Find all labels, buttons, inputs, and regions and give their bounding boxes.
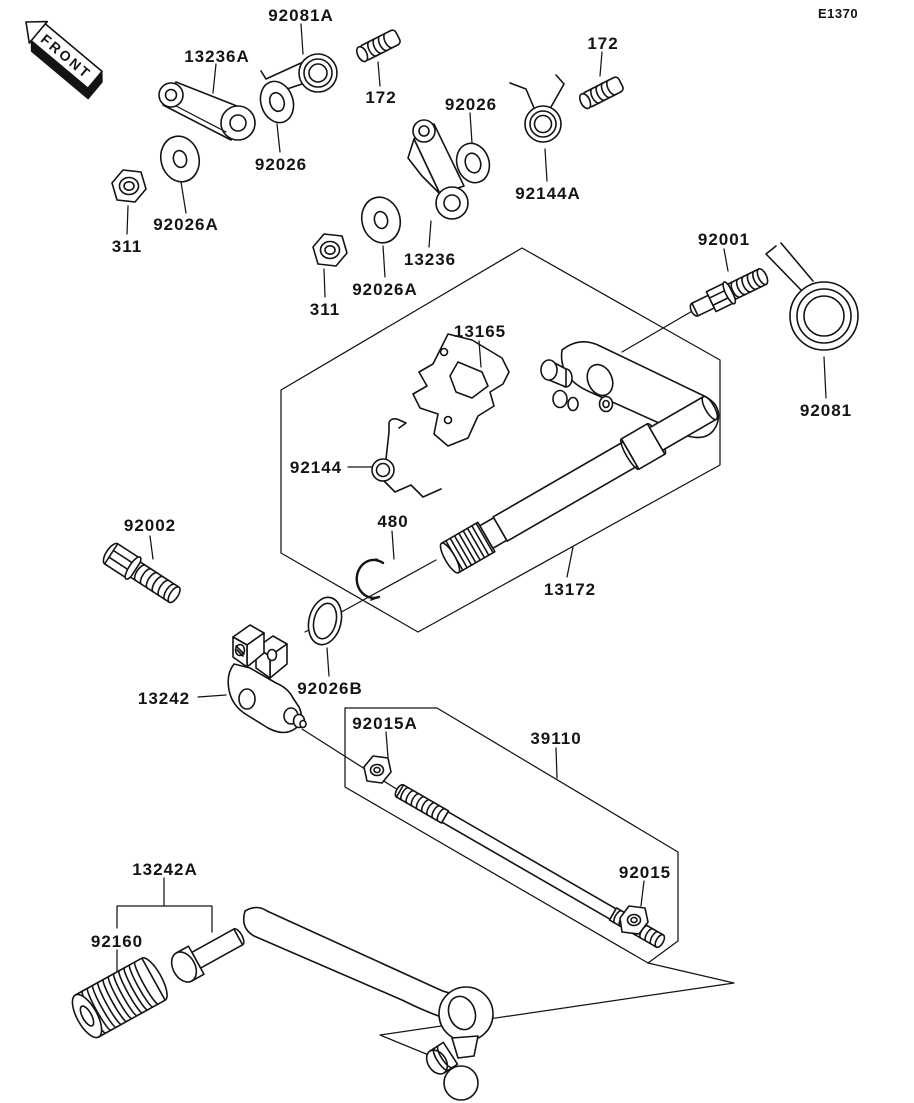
- label-13172: 13172: [543, 580, 597, 599]
- label-13165: 13165: [453, 322, 507, 341]
- label-92015: 92015: [618, 863, 672, 882]
- label-92002: 92002: [123, 516, 177, 535]
- part-92144-spring: [372, 419, 441, 497]
- part-13242-lever: [228, 625, 306, 733]
- part-13165-shift-plate: [413, 334, 509, 446]
- label-172-left: 172: [365, 88, 397, 107]
- part-92001-bolt: [686, 264, 771, 322]
- label-92144: 92144: [289, 458, 343, 477]
- label-13236a: 13236A: [184, 47, 250, 66]
- label-92026-left: 92026: [254, 155, 308, 174]
- part-92144a-spring: [510, 75, 564, 142]
- part-172-stud-left: [355, 29, 402, 63]
- label-13242: 13242: [137, 689, 191, 708]
- label-92081: 92081: [799, 401, 853, 420]
- label-92026a-center: 92026A: [352, 280, 418, 299]
- part-92026-washer-left: [255, 77, 298, 127]
- drawing-code: E1370: [817, 6, 859, 21]
- part-311-nut-left: [112, 170, 146, 202]
- part-13172-shift-shaft: [437, 422, 668, 576]
- label-92015a: 92015A: [352, 714, 418, 733]
- label-13236: 13236: [403, 250, 457, 269]
- label-92001: 92001: [697, 230, 751, 249]
- part-172-stud-right: [578, 76, 625, 110]
- label-172-right: 172: [587, 34, 619, 53]
- part-92015a-nut: [364, 756, 391, 783]
- assembly-outline-shift-rod: [345, 708, 734, 1058]
- part-13236a-link-arm: [159, 82, 255, 140]
- front-marker-text: FRONT: [37, 30, 95, 83]
- part-92081-spring: [766, 243, 858, 350]
- label-92026-center: 92026: [444, 95, 498, 114]
- part-480-circlip: [357, 559, 383, 600]
- label-480: 480: [377, 512, 409, 531]
- label-311-center: 311: [309, 300, 341, 319]
- label-311-left: 311: [111, 237, 143, 256]
- part-92002-bolt: [100, 540, 185, 608]
- part-311-nut-center: [313, 234, 347, 266]
- label-92026a-left: 92026A: [153, 215, 219, 234]
- label-13242a: 13242A: [132, 860, 198, 879]
- part-92026a-washer-center: [357, 193, 405, 247]
- part-92026b-washer: [304, 594, 347, 648]
- label-92081a: 92081A: [268, 6, 334, 25]
- label-92144a: 92144A: [515, 184, 581, 203]
- part-92160-pedal-rubber: [67, 954, 172, 1042]
- part-92026a-washer-left: [156, 132, 204, 186]
- label-39110: 39110: [530, 729, 582, 748]
- front-marker: [14, 11, 110, 99]
- label-92026b: 92026B: [297, 679, 363, 698]
- label-92160: 92160: [90, 932, 144, 951]
- part-13242a-pedal: [167, 908, 493, 1101]
